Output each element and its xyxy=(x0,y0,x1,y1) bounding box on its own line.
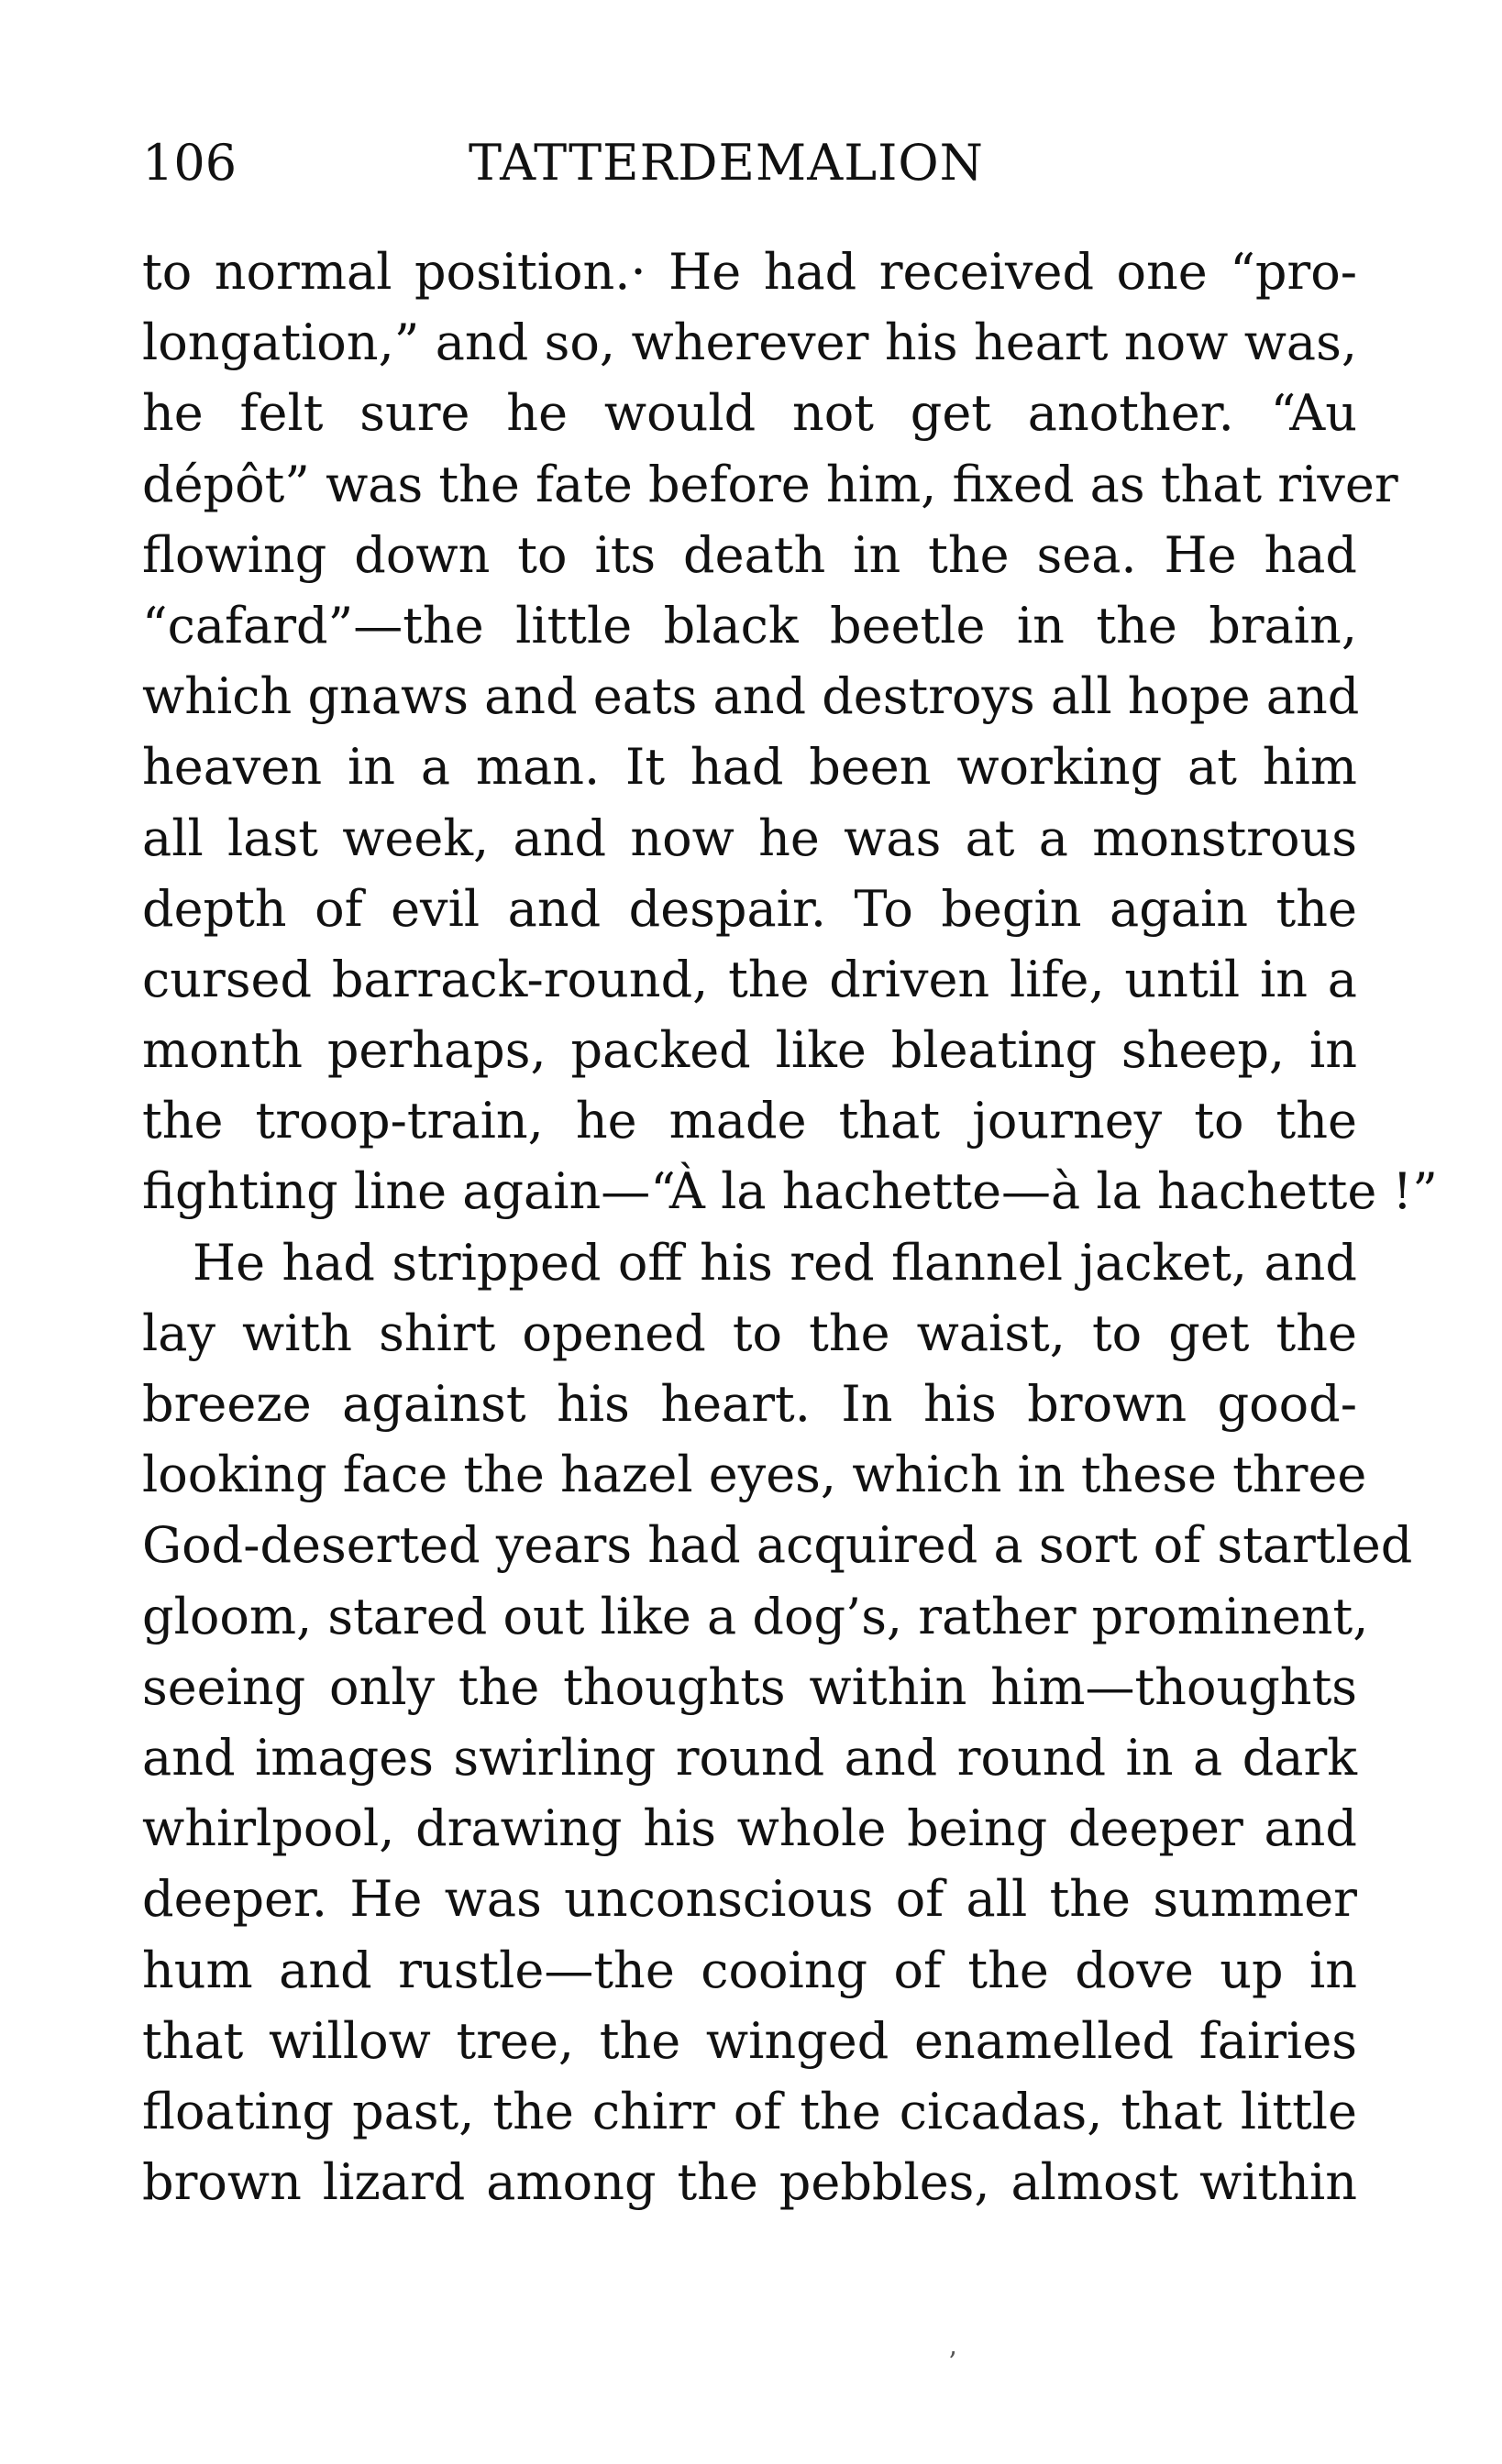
text-line: month perhaps, packed like bleating sheep, in xyxy=(142,1021,1357,1080)
text-line: he felt sure he would not get another. “Au xyxy=(142,384,1357,443)
text-line: all last week, and now he was at a monstrous xyxy=(142,808,1357,867)
text-line: gloom, stared out like a dog’s, rather prominent, xyxy=(142,1587,1369,1645)
text-line: which gnaws and eats and destroys all hope and xyxy=(142,667,1360,726)
printer-mark: ’ xyxy=(948,2347,957,2379)
page-header xyxy=(142,126,1362,200)
text-line: looking face the hazel eyes, which in these three xyxy=(142,1446,1367,1504)
text-line: lay with shirt opened to the waist, to get the xyxy=(142,1304,1357,1362)
text-line: seeing only the thoughts within him—thoughts xyxy=(142,1657,1357,1716)
text-line: floating past, the chirr of the cicadas, that little xyxy=(142,2082,1357,2140)
text-line: fighting line again—“À la hachette—à la hachette !” xyxy=(142,1162,1438,1221)
text-line: deeper. He was unconscious of all the summer xyxy=(142,1870,1357,1929)
text-line: to normal position.· He had received one “pro- xyxy=(142,243,1357,301)
text-line: dépôt” was the fate before him, fixed as that river xyxy=(142,455,1398,513)
text-line: flowing down to its death in the sea. He had xyxy=(142,525,1357,584)
text-line: hum and rustle—the cooing of the dove up in xyxy=(142,1941,1357,1999)
text-line: longation,” and so, wherever his heart now was, xyxy=(142,314,1357,372)
text-line: God-deserted years had acquired a sort of startled xyxy=(142,1516,1413,1575)
text-line: the troop-train, he made that journey to the xyxy=(142,1092,1357,1150)
body-text xyxy=(142,236,1438,2217)
text-line: He had stripped off his red flannel jacket, and xyxy=(193,1233,1357,1292)
text-line: heaven in a man. It had been working at him xyxy=(142,738,1357,797)
text-line: breeze against his heart. In his brown good- xyxy=(142,1375,1357,1433)
text-line: “cafard”—the little black beetle in the brain, xyxy=(142,596,1357,654)
running-title: TATTERDEMALION xyxy=(469,134,984,192)
text-line: whirlpool, drawing his whole being deeper and xyxy=(142,1799,1357,1858)
text-line: that willow tree, the winged enamelled fairies xyxy=(142,2011,1357,2070)
text-line: and images swirling round and round in a dark xyxy=(142,1728,1357,1787)
text-line: cursed barrack-round, the driven life, until in a xyxy=(142,950,1357,1008)
text-line: brown lizard among the pebbles, almost within xyxy=(142,2153,1357,2212)
text-line: depth of evil and despair. To begin again the xyxy=(142,879,1357,938)
page-number: 106 xyxy=(142,134,237,192)
